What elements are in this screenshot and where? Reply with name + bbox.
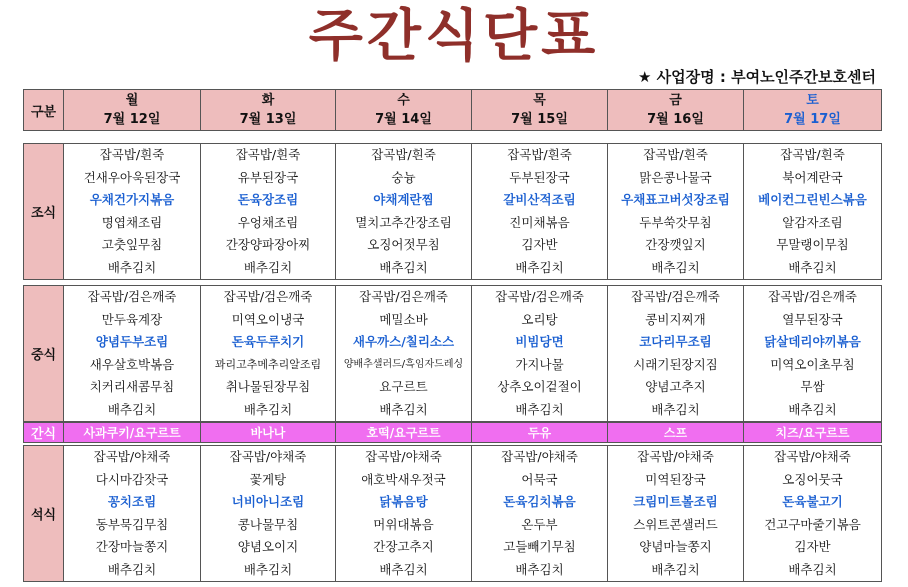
menu-item: 배추김치 <box>107 259 157 275</box>
menu-item: 배추김치 <box>379 561 428 577</box>
breakfast-wed <box>336 144 472 280</box>
dinner-fri <box>608 446 744 582</box>
dinner-wed <box>336 446 472 582</box>
dinner-mon <box>64 446 201 582</box>
menu-item: 애호박새우젓국 <box>361 471 446 487</box>
menu-item: 꽈리고추메추리알조림 <box>214 357 322 371</box>
menu-item: 잡곡밥/검은깨죽 <box>768 289 857 304</box>
menu-item: 미역오이초무침 <box>770 356 855 372</box>
menu-item: 알감자조림 <box>782 214 843 230</box>
menu-item-main: 닭볶음탕 <box>379 494 428 509</box>
meal-label-lunch: 중식 <box>24 286 64 422</box>
day-name: 수 <box>397 93 410 108</box>
lunch-mon <box>64 286 201 422</box>
menu-item: 간장고추지 <box>373 539 434 554</box>
breakfast-sat <box>744 144 882 280</box>
header-row <box>23 89 882 131</box>
menu-item: 두부쑥갓무침 <box>639 214 712 230</box>
dinner-block <box>23 445 882 582</box>
menu-item: 배추김치 <box>379 401 428 417</box>
menu-item: 배추김치 <box>788 259 837 275</box>
menu-item: 간장양파장아찌 <box>225 237 311 252</box>
menu-item: 잡곡밥/검은깨죽 <box>223 289 313 304</box>
menu-item: 잡곡밥/야채죽 <box>229 449 307 464</box>
menu-item: 메밀소바 <box>379 311 428 327</box>
menu-item: 미역된장국 <box>645 471 706 487</box>
menu-item-main: 너비아니조림 <box>231 494 305 509</box>
menu-item-main: 새우까스/칠리소스 <box>352 334 455 349</box>
menu-item: 치커리새콤무침 <box>89 379 175 394</box>
menu-item: 잡곡밥/흰죽 <box>780 147 845 162</box>
menu-item: 잡곡밥/야채죽 <box>93 449 171 464</box>
menu-item: 다시마감잣국 <box>95 471 169 487</box>
lunch-wed <box>336 286 472 422</box>
menu-item: 김자반 <box>521 237 558 252</box>
header-day-fri <box>608 90 744 131</box>
menu-item: 배추김치 <box>107 561 157 577</box>
header-day-thu <box>472 90 608 131</box>
header-day-mon <box>64 90 201 131</box>
breakfast-block <box>23 143 882 280</box>
lunch-thu <box>472 286 608 422</box>
menu-item: 동부묵김무침 <box>95 516 169 532</box>
day-date: 7월 12일 <box>103 112 161 127</box>
menu-item: 잡곡밥/야채죽 <box>637 449 714 464</box>
menu-item: 오징어뭇국 <box>782 471 843 487</box>
menu-item: 배추김치 <box>515 401 564 417</box>
header-day-wed <box>336 90 472 131</box>
menu-item: 배추김치 <box>788 561 837 577</box>
menu-item: 배추김치 <box>515 259 564 275</box>
menu-item: 잡곡밥/흰죽 <box>235 147 301 162</box>
breakfast-mon <box>64 144 201 280</box>
menu-item: 잡곡밥/야채죽 <box>501 449 578 464</box>
menu-item: 간장깻잎지 <box>645 237 706 252</box>
snack-wed: 호떡/요구르트 <box>336 423 472 443</box>
menu-item-main: 돈육김치볶음 <box>503 494 576 509</box>
breakfast-tue <box>201 144 336 280</box>
menu-item: 미역오이냉국 <box>231 311 305 327</box>
menu-item: 요구르트 <box>379 379 428 394</box>
snack-row <box>23 422 882 443</box>
menu-item: 김자반 <box>794 539 831 554</box>
menu-item: 잡곡밥/야채죽 <box>365 449 442 464</box>
menu-item: 명엽채조림 <box>101 214 163 230</box>
menu-item: 배추김치 <box>651 401 700 417</box>
menu-item-main: 코다리무조림 <box>639 334 712 349</box>
menu-item: 잡곡밥/야채죽 <box>774 449 851 464</box>
menu-item: 가지나물 <box>515 356 564 372</box>
menu-item: 건새우아욱된장국 <box>83 169 181 185</box>
menu-item: 배추김치 <box>243 401 293 417</box>
menu-item: 건고구마줄기볶음 <box>764 516 861 532</box>
menu-item: 배추김치 <box>379 259 428 275</box>
menu-item: 오리탕 <box>521 311 558 327</box>
menu-item: 꽃게탕 <box>249 471 287 487</box>
day-name: 화 <box>261 93 275 108</box>
menu-item: 어묵국 <box>521 471 558 487</box>
menu-item: 배추김치 <box>651 561 700 577</box>
menu-item: 잡곡밥/검은깨죽 <box>631 289 720 304</box>
day-name: 목 <box>533 93 546 108</box>
menu-item-main: 비빔당면 <box>515 334 564 349</box>
menu-item: 시래기된장지짐 <box>633 356 718 372</box>
day-date: 7월 16일 <box>647 112 704 127</box>
day-date: 7월 14일 <box>375 112 432 127</box>
header-label: 구분 <box>24 90 64 131</box>
menu-item: 취나물된장무침 <box>225 379 311 394</box>
menu-item-main: 우채표고버섯장조림 <box>621 192 730 207</box>
meal-label-dinner: 석식 <box>24 446 64 582</box>
menu-item: 배추김치 <box>515 561 564 577</box>
menu-item-main: 꽁치조림 <box>107 494 157 509</box>
menu-item: 잡곡밥/검은깨죽 <box>495 289 584 304</box>
menu-item-main: 닭살데리야끼볶음 <box>764 334 861 349</box>
menu-item: 북어계란국 <box>782 169 843 185</box>
menu-item: 오징어젓무침 <box>367 237 440 252</box>
day-name: 금 <box>669 93 682 108</box>
menu-item: 배추김치 <box>107 401 157 417</box>
menu-item-main: 야채계란찜 <box>373 192 434 207</box>
menu-item: 스위트콘샐러드 <box>633 516 718 532</box>
menu-item: 고춧잎무침 <box>101 237 163 252</box>
snack-mon: 사과쿠키/요구르트 <box>64 423 201 443</box>
menu-item: 배추김치 <box>243 259 293 275</box>
menu-item: 간장마늘쫑지 <box>95 539 169 554</box>
menu-item: 양념오이지 <box>237 539 299 554</box>
day-date: 7월 17일 <box>784 112 841 127</box>
snack-fri: 스프 <box>608 423 744 443</box>
menu-item: 열무된장국 <box>782 311 843 327</box>
menu-item-main: 돈육두루치기 <box>231 334 305 349</box>
lunch-fri <box>608 286 744 422</box>
snack-tue: 바나나 <box>201 423 336 443</box>
day-name: 토 <box>806 93 819 108</box>
day-date: 7월 13일 <box>239 112 297 127</box>
menu-item-main: 베이컨그린빈스볶음 <box>758 192 867 207</box>
organization-name: ★ 사업장명 : 부여노인주간보호센터 <box>638 68 876 86</box>
menu-item: 배추김치 <box>243 561 293 577</box>
menu-item: 잡곡밥/흰죽 <box>643 147 708 162</box>
menu-item: 콩나물무침 <box>237 516 299 532</box>
menu-item: 새우살호박볶음 <box>89 356 175 372</box>
menu-item: 맑은콩나물국 <box>639 169 712 185</box>
menu-item: 잡곡밥/검은깨죽 <box>87 289 177 304</box>
menu-item: 잡곡밥/흰죽 <box>371 147 436 162</box>
header-day-sat <box>744 90 882 131</box>
menu-item: 잡곡밥/검은깨죽 <box>359 289 448 304</box>
menu-item: 온두부 <box>521 516 558 532</box>
menu-item: 양념마늘쫑지 <box>639 539 712 554</box>
menu-item: 무말랭이무침 <box>776 237 849 252</box>
menu-item: 콩비지찌개 <box>645 311 706 327</box>
menu-item: 만두육계장 <box>101 311 163 327</box>
menu-item-main: 갈비산적조림 <box>503 192 576 207</box>
breakfast-fri <box>608 144 744 280</box>
lunch-block <box>23 285 882 422</box>
day-name: 월 <box>125 93 139 108</box>
menu-item: 멸치고추간장조림 <box>355 214 452 230</box>
menu-item: 유부된장국 <box>237 169 299 185</box>
menu-item: 고들빼기무침 <box>503 539 576 554</box>
day-date: 7월 15일 <box>511 112 568 127</box>
menu-item: 진미채볶음 <box>509 214 570 230</box>
menu-item: 우엉채조림 <box>237 214 299 230</box>
menu-item: 양배추샐러드/흑임자드레싱 <box>343 358 464 370</box>
lunch-tue <box>201 286 336 422</box>
dinner-tue <box>201 446 336 582</box>
menu-item: 상추오이겉절이 <box>497 379 582 394</box>
menu-item: 잡곡밥/흰죽 <box>99 147 165 162</box>
menu-item-main: 양념두부조림 <box>95 334 169 349</box>
page-title: 주간식단표 <box>308 4 600 69</box>
dinner-thu <box>472 446 608 582</box>
menu-item: 숭늉 <box>391 169 416 185</box>
breakfast-thu <box>472 144 608 280</box>
menu-item: 양념고추지 <box>645 379 706 394</box>
menu-item: 배추김치 <box>788 401 837 417</box>
snack-thu: 두유 <box>472 423 608 443</box>
menu-item: 머위대볶음 <box>373 516 434 532</box>
menu-item: 잡곡밥/흰죽 <box>507 147 572 162</box>
menu-item: 무쌈 <box>800 379 825 394</box>
lunch-sat <box>744 286 882 422</box>
menu-item-main: 크림미트볼조림 <box>633 494 718 509</box>
menu-item-main: 돈육불고기 <box>782 494 843 509</box>
header-day-tue <box>201 90 336 131</box>
snack-sat: 치즈/요구르트 <box>744 423 882 443</box>
menu-item: 배추김치 <box>651 259 700 275</box>
menu-item-main: 돈육장조림 <box>237 192 299 207</box>
menu-item-main: 우채건가지볶음 <box>89 192 175 207</box>
dinner-sat <box>744 446 882 582</box>
meal-label-snack: 간식 <box>24 423 64 443</box>
meal-label-breakfast: 조식 <box>24 144 64 280</box>
menu-item: 두부된장국 <box>509 169 570 185</box>
